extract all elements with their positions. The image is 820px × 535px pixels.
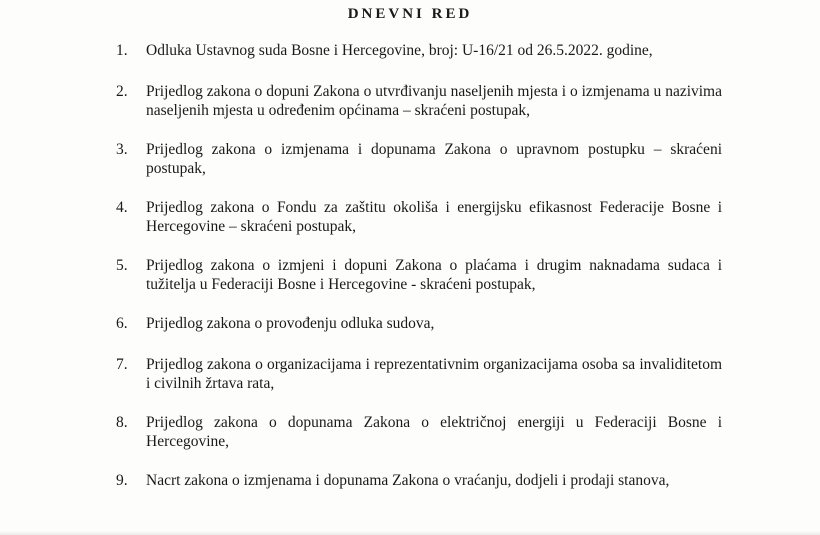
agenda-item-text: Prijedlog zakona o dopuni Zakona o utvrđivanju naseljenih mjesta i o izmjenama u nazivima naseljenih mjesta u određenim općinama – skraćeni postupak, xyxy=(146,83,722,119)
agenda-item-5 xyxy=(112,256,722,294)
agenda-item-text: Prijedlog zakona o izmjeni i dopuni Zakona o plaćama i drugim naknadama sudaca i tužitelja u Federaciji Bosne i Hercegovine - skraćeni postupak, xyxy=(146,257,722,293)
agenda-item-number: 9. xyxy=(116,472,128,489)
agenda-item-7 xyxy=(112,355,722,393)
agenda-item-text: Nacrt zakona o izmjenama i dopunama Zakona o vraćanju, dodjeli i prodaji stanova, xyxy=(146,472,670,489)
agenda-item-number: 8. xyxy=(116,414,128,431)
agenda-item-4 xyxy=(112,198,722,236)
agenda-item-1 xyxy=(112,41,722,60)
agenda-item-8 xyxy=(112,413,722,451)
page-bottom-shadow xyxy=(0,531,820,535)
agenda-item-number: 1. xyxy=(116,42,128,59)
agenda-item-number: 7. xyxy=(116,356,128,373)
agenda-item-text: Odluka Ustavnog suda Bosne i Hercegovine, broj: U-16/21 od 26.5.2022. godine, xyxy=(146,42,653,59)
agenda-item-number: 5. xyxy=(116,257,128,274)
agenda-item-text: Prijedlog zakona o Fondu za zaštitu okoliša i energijsku efikasnost Federacije Bosne i Hercegovine – skraćeni postupak, xyxy=(146,199,722,235)
agenda-item-3 xyxy=(112,140,722,178)
agenda-item-number: 6. xyxy=(116,315,128,332)
agenda-item-text: Prijedlog zakona o izmjenama i dopunama Zakona o upravnom postupku – skraćeni postupak, xyxy=(146,141,722,177)
agenda-item-number: 3. xyxy=(116,141,128,158)
agenda-item-2 xyxy=(112,82,722,120)
agenda-item-9 xyxy=(112,471,722,490)
agenda-item-text: Prijedlog zakona o organizacijama i reprezentativnim organizacijama osoba sa invaliditetom i civilnih žrtava rata, xyxy=(146,356,722,392)
agenda-item-text: Prijedlog zakona o dopunama Zakona o električnoj energiji u Federaciji Bosne i Hercegovine, xyxy=(146,414,722,450)
agenda-list xyxy=(112,41,722,512)
document-title: DNEVNI RED xyxy=(347,6,473,22)
agenda-item-number: 4. xyxy=(116,199,128,216)
agenda-item-text: Prijedlog zakona o provođenju odluka sudova, xyxy=(146,315,435,332)
agenda-item-6 xyxy=(112,314,722,333)
agenda-item-number: 2. xyxy=(116,83,128,100)
